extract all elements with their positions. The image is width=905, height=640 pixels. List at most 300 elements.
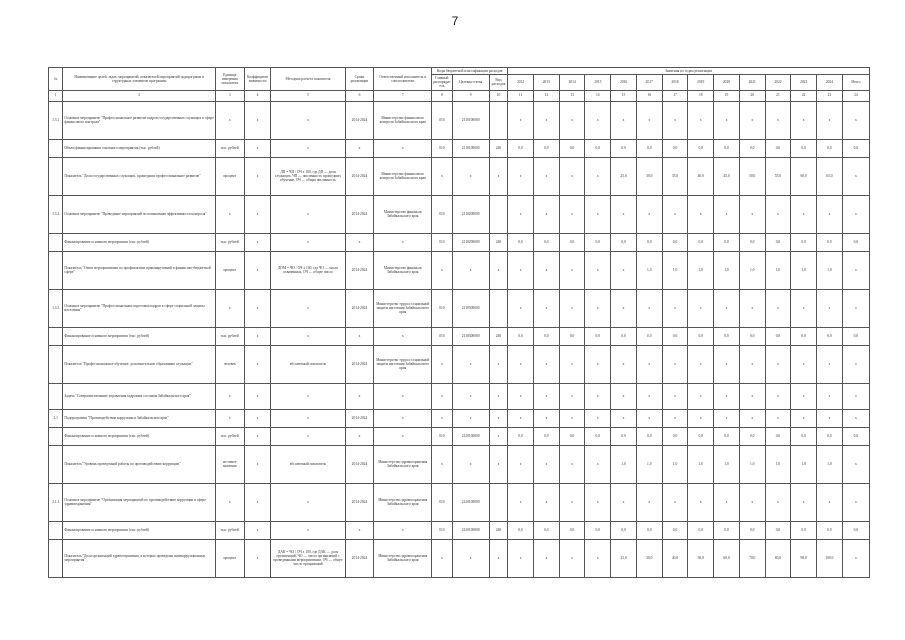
- row-value: x: [611, 483, 637, 521]
- row-coefficient: x: [244, 539, 271, 577]
- column-header: 2021: [739, 75, 765, 90]
- row-value: 65,0: [817, 157, 843, 195]
- column-header: 2014: [559, 75, 585, 90]
- row-unit: тыс. рублей: [215, 327, 244, 345]
- row-value: 80,0: [765, 539, 791, 577]
- row-vr: x: [489, 345, 508, 383]
- row-grbs: x: [432, 409, 453, 427]
- row-value: x: [765, 101, 791, 139]
- column-number: 22: [791, 90, 817, 101]
- row-vr: 240: [489, 139, 508, 157]
- column-header: 2024: [817, 75, 843, 90]
- row-value: 30,0: [636, 157, 662, 195]
- row-value: x: [739, 383, 765, 409]
- row-value: x: [533, 101, 559, 139]
- row-value: x: [585, 157, 611, 195]
- row-value: 1,0: [688, 445, 714, 483]
- row-value: 1,0: [636, 445, 662, 483]
- row-value: 90,0: [791, 539, 817, 577]
- row-value: x: [559, 383, 585, 409]
- column-header: Наименование целей, задач, мероприятий, показателей мероприятий подпрограмм и структурных элементов программы: [63, 68, 215, 91]
- row-value: x: [559, 483, 585, 521]
- row-value: 0,0: [688, 233, 714, 251]
- row-value: 0,0: [585, 327, 611, 345]
- column-number: 4: [244, 90, 271, 101]
- row-value: x: [791, 409, 817, 427]
- row-value: 0,0: [765, 327, 791, 345]
- row-number: [49, 521, 63, 539]
- row-value: x: [585, 345, 611, 383]
- row-value: 0,0: [765, 233, 791, 251]
- row-value: x: [611, 409, 637, 427]
- row-value: x: [714, 195, 740, 233]
- row-period: 2014-2024: [345, 195, 374, 233]
- row-value: x: [817, 483, 843, 521]
- table-header: [49, 68, 870, 102]
- row-value: 0,0: [611, 521, 637, 539]
- row-value: 1,0: [765, 251, 791, 289]
- row-unit: тыс. рублей: [215, 521, 244, 539]
- row-number: 2.1.1: [49, 483, 63, 521]
- row-value: 0,0: [662, 427, 688, 445]
- row-value: x: [533, 345, 559, 383]
- row-value: x: [508, 445, 534, 483]
- row-executor: x: [374, 383, 432, 409]
- row-executor: Министерство финансов Забайкальского края: [374, 195, 432, 233]
- row-method: x: [271, 195, 345, 233]
- row-value: 50,0: [688, 539, 714, 577]
- row-value: 0,0: [533, 427, 559, 445]
- row-period: x: [345, 427, 374, 445]
- column-header: Ответственный исполнитель и соисполнители: [374, 68, 432, 91]
- row-value: 45,0: [714, 157, 740, 195]
- row-value: 1,0: [662, 251, 688, 289]
- header-row-groups: [49, 68, 870, 75]
- table-row: [49, 483, 870, 521]
- page-number: 7: [451, 14, 459, 28]
- row-value: 50,0: [739, 157, 765, 195]
- program-table: [48, 67, 870, 578]
- row-value: x: [791, 383, 817, 409]
- row-value: 0,0: [662, 233, 688, 251]
- row-value: x: [508, 157, 534, 195]
- row-coefficient: x: [244, 483, 271, 521]
- row-method: x: [271, 383, 345, 409]
- row-value: x: [611, 251, 637, 289]
- column-header: Единица измерения показателя: [215, 68, 244, 91]
- row-grbs: 010: [432, 521, 453, 539]
- row-value: 0,0: [636, 427, 662, 445]
- row-value: x: [791, 289, 817, 327]
- row-value: x: [508, 539, 534, 577]
- row-value: x: [559, 101, 585, 139]
- row-name: Финансирование основного мероприятия (тыс. рублей): [63, 327, 215, 345]
- row-value: x: [739, 409, 765, 427]
- row-value: x: [714, 345, 740, 383]
- row-value: x: [842, 409, 869, 427]
- row-number: 1.3.3: [49, 289, 63, 327]
- row-kcsr: 2110300000: [452, 289, 489, 327]
- row-value: x: [765, 195, 791, 233]
- column-number: 3: [215, 90, 244, 101]
- row-value: 0,0: [791, 327, 817, 345]
- row-grbs: x: [432, 445, 453, 483]
- row-value: 60,0: [791, 157, 817, 195]
- row-value: x: [585, 483, 611, 521]
- row-value: 0,0: [739, 521, 765, 539]
- group-header-budget-codes: Коды бюджетной классификации расходов: [432, 68, 508, 75]
- row-coefficient: x: [244, 195, 271, 233]
- row-kcsr: x: [452, 409, 489, 427]
- row-coefficient: x: [244, 101, 271, 139]
- row-value: 0,0: [714, 427, 740, 445]
- row-kcsr: x: [452, 445, 489, 483]
- row-value: x: [662, 483, 688, 521]
- column-number: 1: [49, 90, 63, 101]
- row-value: 0,0: [611, 139, 637, 157]
- row-grbs: 010: [432, 289, 453, 327]
- row-value: 1,0: [662, 445, 688, 483]
- row-value: x: [611, 195, 637, 233]
- row-value: 0,0: [739, 233, 765, 251]
- row-unit: x: [215, 101, 244, 139]
- row-value: x: [817, 101, 843, 139]
- row-value: x: [842, 289, 869, 327]
- row-value: 0,0: [842, 233, 869, 251]
- row-period: x: [345, 383, 374, 409]
- row-value: x: [765, 409, 791, 427]
- row-value: 0,0: [662, 521, 688, 539]
- row-kcsr: x: [452, 345, 489, 383]
- column-header: 2020: [714, 75, 740, 90]
- column-header: Главный распорядитель: [433, 76, 451, 89]
- row-value: x: [559, 251, 585, 289]
- row-number: [49, 445, 63, 483]
- row-vr: 240: [489, 233, 508, 251]
- row-unit: x: [215, 383, 244, 409]
- row-value: x: [739, 101, 765, 139]
- row-value: 0,0: [714, 139, 740, 157]
- row-method: x: [271, 289, 345, 327]
- row-value: x: [585, 383, 611, 409]
- row-value: 0,0: [559, 233, 585, 251]
- row-name: Основное мероприятие "Профессиональная подготовка кадров в сфере социальной защиты населения": [63, 289, 215, 327]
- row-number: 1.3.1: [49, 101, 63, 139]
- column-header: 2016: [611, 75, 637, 90]
- row-value: 0,0: [585, 139, 611, 157]
- row-number: [49, 539, 63, 577]
- row-period: x: [345, 139, 374, 157]
- column-number: 13: [559, 90, 585, 101]
- row-grbs: x: [432, 251, 453, 289]
- row-value: x: [791, 101, 817, 139]
- row-period: 2014-2024: [345, 289, 374, 327]
- row-period: x: [345, 233, 374, 251]
- row-value: 1,0: [765, 445, 791, 483]
- row-value: 0,0: [636, 521, 662, 539]
- row-coefficient: x: [244, 427, 271, 445]
- row-value: 0,0: [714, 327, 740, 345]
- row-value: 0,0: [714, 521, 740, 539]
- row-name: Показатель "Доля государственных служащих, прошедших профессиональное развитие": [63, 157, 215, 195]
- row-value: x: [533, 383, 559, 409]
- column-header: 2022: [765, 75, 791, 90]
- row-name: Финансирование основного мероприятия (тыс. рублей): [63, 521, 215, 539]
- row-value: 0,0: [765, 521, 791, 539]
- row-value: 60,0: [714, 539, 740, 577]
- row-value: x: [559, 539, 585, 577]
- column-header: 2013: [533, 75, 559, 90]
- row-executor: x: [374, 327, 432, 345]
- row-value: x: [714, 101, 740, 139]
- row-kcsr: 2110300000: [452, 327, 489, 345]
- row-value: 0,0: [765, 139, 791, 157]
- row-period: x: [345, 327, 374, 345]
- row-coefficient: x: [244, 139, 271, 157]
- row-coefficient: x: [244, 409, 271, 427]
- row-name: Финансирование основного мероприятия (тыс. рублей): [63, 233, 215, 251]
- row-kcsr: x: [452, 539, 489, 577]
- row-value: x: [662, 345, 688, 383]
- row-vr: x: [489, 157, 508, 195]
- row-executor: Министерство здравоохранения Забайкальского края: [374, 445, 432, 483]
- column-number: 8: [432, 90, 453, 101]
- row-value: x: [636, 483, 662, 521]
- row-value: 0,0: [585, 233, 611, 251]
- table-row: [49, 233, 870, 251]
- row-value: 0,0: [817, 233, 843, 251]
- row-value: x: [508, 251, 534, 289]
- row-value: x: [533, 445, 559, 483]
- row-value: x: [508, 195, 534, 233]
- column-number: 2: [63, 90, 215, 101]
- row-value: x: [791, 345, 817, 383]
- column-number: 7: [374, 90, 432, 101]
- row-unit: x: [215, 483, 244, 521]
- row-value: x: [533, 409, 559, 427]
- row-method: x: [271, 139, 345, 157]
- row-kcsr: 2110100000: [452, 101, 489, 139]
- row-coefficient: x: [244, 233, 271, 251]
- row-unit: тыс. рублей: [215, 427, 244, 445]
- row-value: x: [791, 195, 817, 233]
- row-grbs: x: [432, 157, 453, 195]
- row-executor: x: [374, 521, 432, 539]
- row-value: x: [585, 195, 611, 233]
- row-value: 30,0: [636, 539, 662, 577]
- row-value: 0,0: [636, 139, 662, 157]
- group-header-indicator-values: Значения по годам реализации: [508, 68, 870, 75]
- table-row: [49, 539, 870, 577]
- row-value: 0,0: [662, 139, 688, 157]
- row-value: 0,0: [611, 327, 637, 345]
- row-executor: x: [374, 139, 432, 157]
- row-kcsr: x: [452, 251, 489, 289]
- row-method: x: [271, 409, 345, 427]
- row-value: 1,0: [714, 445, 740, 483]
- column-number: 20: [739, 90, 765, 101]
- row-executor: x: [374, 427, 432, 445]
- column-number: 11: [508, 90, 534, 101]
- row-unit: процент: [215, 157, 244, 195]
- row-value: x: [688, 101, 714, 139]
- row-kcsr: 2120100000: [452, 521, 489, 539]
- row-value: x: [791, 483, 817, 521]
- row-coefficient: x: [244, 327, 271, 345]
- row-grbs: 010: [432, 327, 453, 345]
- table-row: [49, 327, 870, 345]
- row-vr: x: [489, 539, 508, 577]
- row-value: 0,0: [791, 521, 817, 539]
- row-value: x: [533, 195, 559, 233]
- row-value: x: [688, 195, 714, 233]
- row-unit: x: [215, 195, 244, 233]
- row-value: x: [688, 409, 714, 427]
- row-value: x: [842, 383, 869, 409]
- row-value: 0,0: [559, 521, 585, 539]
- row-value: 0,0: [662, 327, 688, 345]
- row-value: x: [508, 483, 534, 521]
- row-value: x: [688, 289, 714, 327]
- row-unit: тыс. рублей: [215, 233, 244, 251]
- row-value: x: [662, 383, 688, 409]
- table-row: [49, 101, 870, 139]
- row-kcsr: x: [452, 383, 489, 409]
- row-value: x: [817, 289, 843, 327]
- row-value: 1,0: [714, 251, 740, 289]
- row-value: x: [636, 409, 662, 427]
- row-name: Показатель "Уровень проведенной работы по противодействию коррупции": [63, 445, 215, 483]
- column-number: 16: [636, 90, 662, 101]
- row-value: x: [559, 345, 585, 383]
- column-header: Сроки реализации: [345, 68, 374, 91]
- row-period: 2014-2024: [345, 251, 374, 289]
- row-value: x: [533, 289, 559, 327]
- row-value: x: [765, 289, 791, 327]
- row-value: 0,0: [688, 327, 714, 345]
- row-value: 0,0: [842, 521, 869, 539]
- row-value: x: [533, 251, 559, 289]
- row-value: 1,0: [739, 251, 765, 289]
- table-row: [49, 445, 870, 483]
- row-value: 70,0: [739, 539, 765, 577]
- column-number: 9: [452, 90, 489, 101]
- row-value: x: [817, 409, 843, 427]
- row-value: x: [585, 289, 611, 327]
- row-value: 1,0: [611, 445, 637, 483]
- row-value: 0,0: [688, 139, 714, 157]
- row-period: 2014-2024: [345, 345, 374, 383]
- row-grbs: 010: [432, 195, 453, 233]
- row-name: Подпрограмма "Противодействие коррупции в Забайкальском крае": [63, 409, 215, 427]
- row-value: x: [817, 383, 843, 409]
- row-number: [49, 327, 63, 345]
- row-value: x: [508, 345, 534, 383]
- row-grbs: 010: [432, 233, 453, 251]
- row-value: x: [842, 539, 869, 577]
- row-vr: x: [489, 445, 508, 483]
- row-grbs: 010: [432, 101, 453, 139]
- row-value: x: [611, 345, 637, 383]
- row-value: 0,0: [817, 327, 843, 345]
- row-value: 0,0: [508, 139, 534, 157]
- row-value: x: [688, 345, 714, 383]
- row-period: 2014-2024: [345, 539, 374, 577]
- row-executor: x: [374, 409, 432, 427]
- row-value: 0,0: [739, 427, 765, 445]
- row-coefficient: x: [244, 445, 271, 483]
- table-row: [49, 157, 870, 195]
- row-coefficient: x: [244, 289, 271, 327]
- row-executor: Министерство здравоохранения Забайкальского края: [374, 539, 432, 577]
- row-value: 0,0: [791, 139, 817, 157]
- row-value: x: [662, 195, 688, 233]
- row-executor: Министерство финансового контроля Забайкальского края: [374, 101, 432, 139]
- row-value: x: [765, 383, 791, 409]
- row-value: 0,0: [559, 427, 585, 445]
- row-value: 0,0: [765, 427, 791, 445]
- column-number: 17: [662, 90, 688, 101]
- row-value: 0,0: [533, 521, 559, 539]
- row-value: x: [508, 383, 534, 409]
- row-value: 1,0: [817, 251, 843, 289]
- row-name: Основное мероприятие "Организация мероприятий по противодействию коррупции в сфере здравоохранения": [63, 483, 215, 521]
- row-name: Задача "Совершенствование управления кадровым составом Забайкальского края": [63, 383, 215, 409]
- row-unit: x: [215, 409, 244, 427]
- row-period: 2014-2024: [345, 483, 374, 521]
- row-unit: процент: [215, 539, 244, 577]
- row-value: 0,0: [585, 427, 611, 445]
- row-kcsr: 2110100000: [452, 139, 489, 157]
- row-value: 55,0: [765, 157, 791, 195]
- column-number: 12: [533, 90, 559, 101]
- row-unit: не менее значения: [215, 445, 244, 483]
- column-number: 5: [271, 90, 345, 101]
- row-value: 0,0: [817, 139, 843, 157]
- row-value: x: [739, 195, 765, 233]
- row-value: 0,0: [636, 327, 662, 345]
- row-method: ДОМ = ЧО / ОЧ x 100, где ЧО — число охваченных, ОЧ — общее число: [271, 251, 345, 289]
- row-value: 0,0: [739, 327, 765, 345]
- column-number: 14: [585, 90, 611, 101]
- row-number: 1.3.2: [49, 195, 63, 233]
- row-value: x: [636, 195, 662, 233]
- row-value: 25,0: [611, 539, 637, 577]
- row-value: 0,0: [842, 139, 869, 157]
- row-value: x: [636, 101, 662, 139]
- row-value: x: [611, 289, 637, 327]
- row-value: 0,0: [508, 327, 534, 345]
- column-number: 6: [345, 90, 374, 101]
- row-unit: человек: [215, 345, 244, 383]
- column-number: 24: [842, 90, 869, 101]
- row-value: x: [714, 383, 740, 409]
- row-value: x: [842, 101, 869, 139]
- row-method: абсолютный показатель: [271, 445, 345, 483]
- row-value: 35,0: [662, 157, 688, 195]
- row-value: 0,0: [842, 327, 869, 345]
- row-value: 0,0: [688, 521, 714, 539]
- row-value: 0,0: [688, 427, 714, 445]
- row-value: x: [508, 289, 534, 327]
- row-vr: [489, 483, 508, 521]
- row-value: 1,0: [688, 251, 714, 289]
- row-method: x: [271, 327, 345, 345]
- row-value: x: [662, 409, 688, 427]
- row-value: x: [842, 195, 869, 233]
- row-method: x: [271, 483, 345, 521]
- row-value: 0,0: [559, 139, 585, 157]
